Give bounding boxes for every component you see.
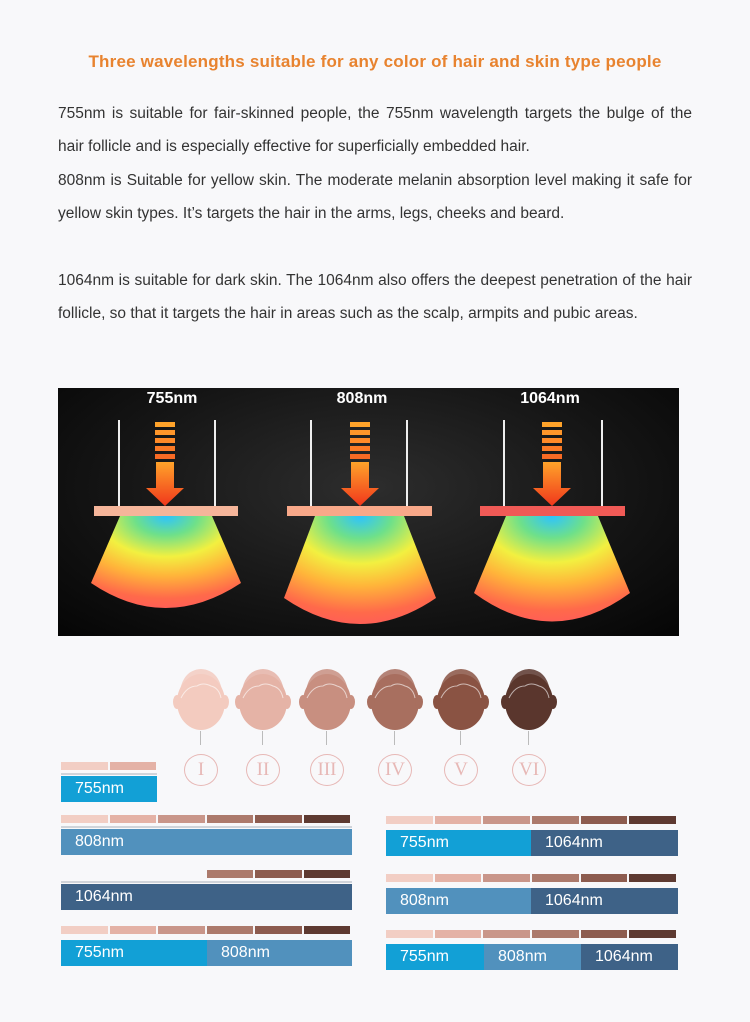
combo3-skin-cell bbox=[435, 874, 482, 882]
combo2-1064nm bbox=[531, 830, 678, 856]
combo4-skin-cell bbox=[629, 930, 676, 938]
b808-skin-cell bbox=[255, 815, 302, 823]
beam-group-755 bbox=[91, 420, 241, 608]
combo4-skin-cell bbox=[483, 930, 530, 938]
skin-type-connector bbox=[528, 731, 529, 745]
b808-skin-cell bbox=[110, 815, 157, 823]
combo2-755nm bbox=[386, 830, 531, 856]
b808-skin-cell bbox=[61, 815, 108, 823]
combo4-skin-cell bbox=[435, 930, 482, 938]
combo3-skin-cell bbox=[386, 874, 433, 882]
combo3-skin-cell bbox=[581, 874, 628, 882]
bar-1064nm-label: 1064nm bbox=[75, 888, 133, 905]
combo2-skin-cell bbox=[483, 816, 530, 824]
b808-skin-cell bbox=[158, 815, 205, 823]
beam-group-808 bbox=[284, 420, 436, 624]
combo1-skin-cell bbox=[158, 926, 205, 934]
skin-type-connector bbox=[200, 731, 201, 745]
combo1-skin-cell bbox=[255, 926, 302, 934]
bar-1064nm bbox=[61, 884, 352, 910]
skin-type-numeral-4: IV bbox=[378, 754, 412, 786]
combo1-808nm-label: 808nm bbox=[221, 944, 270, 961]
combo1-755nm bbox=[61, 940, 207, 966]
combo4-1064nm bbox=[581, 944, 678, 970]
b1064-skin-cell bbox=[255, 870, 302, 878]
bar-808nm-label: 808nm bbox=[75, 833, 124, 850]
combo1-755nm-label: 755nm bbox=[75, 944, 124, 961]
combo4-skin-cell bbox=[386, 930, 433, 938]
combo2-skin-cell bbox=[581, 816, 628, 824]
bar-755nm bbox=[61, 776, 157, 802]
bar-shadow bbox=[61, 826, 352, 828]
combo2-skin-cell bbox=[532, 816, 579, 824]
b808-skin-cell bbox=[304, 815, 351, 823]
bar-shadow bbox=[61, 773, 157, 775]
b808-skin-cell bbox=[207, 815, 254, 823]
bar-755nm-label: 755nm bbox=[75, 780, 124, 797]
skin-type-connector bbox=[460, 731, 461, 745]
combo2-skin-cell bbox=[435, 816, 482, 824]
page-title: Three wavelengths suitable for any color of hair and skin type people bbox=[88, 52, 662, 71]
combo2-skin-cell bbox=[386, 816, 433, 824]
combo1-skin-cell bbox=[110, 926, 157, 934]
paragraph-755: 755nm is suitable for fair-skinned people, the 755nm wavelength targets the bulge of the hair follicle and is especially effective for superficially embedded hair. bbox=[58, 105, 692, 156]
combo2-1064nm-label: 1064nm bbox=[545, 834, 603, 851]
skin-type-face-6 bbox=[501, 664, 557, 734]
skin-type-numeral-6: VI bbox=[512, 754, 546, 786]
combo3-1064nm-label: 1064nm bbox=[545, 892, 603, 909]
skin-type-numeral-3: III bbox=[310, 754, 344, 786]
b1064-skin-cell bbox=[304, 870, 351, 878]
combo4-skin-cell bbox=[581, 930, 628, 938]
skin-type-numeral-2: II bbox=[246, 754, 280, 786]
combo2-skin-cell bbox=[629, 816, 676, 824]
wavelength-penetration-diagram bbox=[58, 388, 679, 636]
combo3-808nm-label: 808nm bbox=[400, 892, 449, 909]
combo4-808nm-label: 808nm bbox=[498, 948, 547, 965]
skin-type-numeral-5: V bbox=[444, 754, 478, 786]
combo4-755nm bbox=[386, 944, 484, 970]
skin-type-numeral-1: I bbox=[184, 754, 218, 786]
wavelength-label-755: 755nm bbox=[146, 390, 198, 407]
skin-type-face-5 bbox=[433, 664, 489, 734]
paragraph-1064: 1064nm is suitable for dark skin. The 1064nm also offers the deepest penetration of the hair follicle, so that it targets the hair in areas such as the scalp, armpits and pubic areas. bbox=[58, 272, 692, 323]
paragraph-808: 808nm is Suitable for yellow skin. The moderate melanin absorption level making it safe for yellow skin types. It’s targets the hair in the arms, legs, cheeks and beard. bbox=[58, 172, 692, 223]
combo1-skin-cell bbox=[304, 926, 351, 934]
combo2-755nm-label: 755nm bbox=[400, 834, 449, 851]
skin-type-connector bbox=[394, 731, 395, 745]
combo3-skin-cell bbox=[532, 874, 579, 882]
b755-skin-cell bbox=[110, 762, 157, 770]
skin-type-connector bbox=[262, 731, 263, 745]
skin-type-face-3 bbox=[299, 664, 355, 734]
combo1-skin-cell bbox=[207, 926, 254, 934]
combo4-skin-cell bbox=[532, 930, 579, 938]
combo3-808nm bbox=[386, 888, 531, 914]
skin-type-face-2 bbox=[235, 664, 291, 734]
b755-skin-cell bbox=[61, 762, 108, 770]
combo3-skin-cell bbox=[483, 874, 530, 882]
combo1-808nm bbox=[207, 940, 352, 966]
b1064-skin-cell bbox=[207, 870, 254, 878]
combo3-1064nm bbox=[531, 888, 678, 914]
combo1-skin-cell bbox=[61, 926, 108, 934]
skin-type-face-1 bbox=[173, 664, 229, 734]
beam-group-1064 bbox=[474, 420, 630, 622]
skin-type-face-4 bbox=[367, 664, 423, 734]
combo4-808nm bbox=[484, 944, 581, 970]
wavelength-label-808: 808nm bbox=[336, 390, 388, 407]
combo4-755nm-label: 755nm bbox=[400, 948, 449, 965]
bar-808nm bbox=[61, 829, 352, 855]
combo4-1064nm-label: 1064nm bbox=[595, 948, 653, 965]
bar-shadow bbox=[61, 881, 352, 883]
wavelength-label-1064: 1064nm bbox=[520, 390, 580, 407]
penetration-graphics bbox=[58, 388, 679, 636]
skin-type-connector bbox=[326, 731, 327, 745]
combo3-skin-cell bbox=[629, 874, 676, 882]
